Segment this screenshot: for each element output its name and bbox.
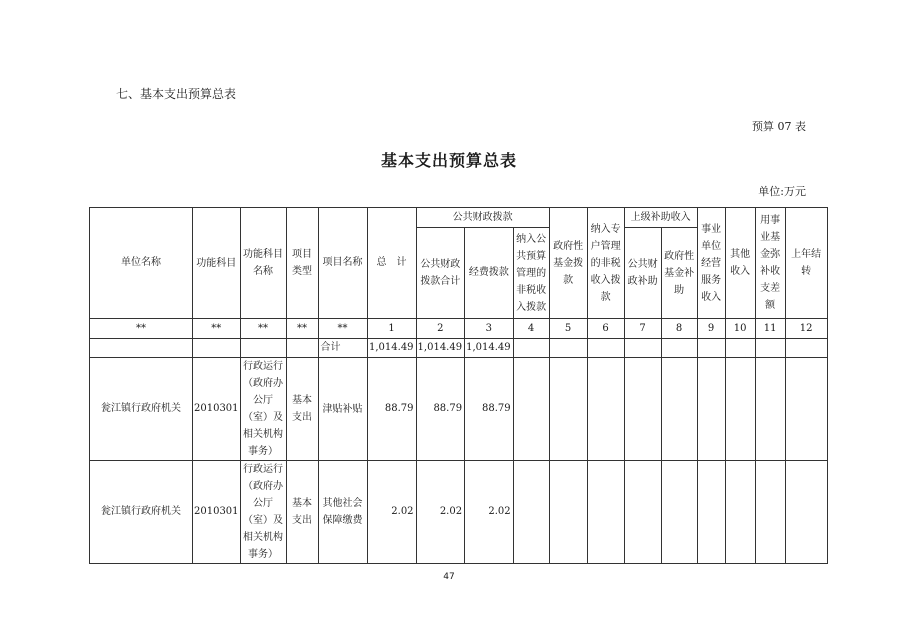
header-superior-subsidy: 上级补助收入 [624,208,697,228]
row-func-name: 行政运行（政府办公厅（室）及相关机构事务） [240,358,286,461]
header-funding: 经费拨款 [465,228,514,319]
row-func-code: 2010301 [193,461,241,564]
summary-label: 合计 [318,339,367,358]
index-cell: ** [286,319,318,339]
row-func-name: 行政运行（政府办公厅（室）及相关机构事务） [240,461,286,564]
header-gov-fund-subsidy: 政府性基金补助 [661,228,697,319]
row-total: 2.02 [367,461,416,564]
index-cell: 2 [416,319,465,339]
summary-total: 1,014.49 [367,339,416,358]
header-total: 总 计 [367,208,416,319]
row-funding: 88.79 [465,358,514,461]
index-cell: 10 [725,319,755,339]
index-cell: 8 [661,319,697,339]
row-project-type: 基本支出 [286,461,318,564]
index-cell: 12 [785,319,827,339]
index-cell: 3 [465,319,514,339]
header-project-name: 项目名称 [318,208,367,319]
row-funding: 2.02 [465,461,514,564]
index-cell: 1 [367,319,416,339]
row-project-name: 其他社会保障缴费 [318,461,367,564]
row-public-total: 2.02 [416,461,465,564]
document-title: 基本支出预算总表 [380,151,517,170]
header-project-type: 项目类型 [286,208,318,319]
budget-table [89,207,828,564]
header-carryover: 上年结转 [785,208,827,319]
header-public-finance: 公共财政拨款 [416,208,549,228]
row-unit-name: 瓮江镇行政府机关 [90,358,193,461]
header-other-income: 其他收入 [725,208,755,319]
table-row [90,461,828,564]
unit-label: 单位:万元 [758,185,806,198]
row-project-type: 基本支出 [286,358,318,461]
section-heading: 七、基本支出预算总表 [116,87,237,101]
header-business-income: 事业单位经营服务收入 [697,208,725,319]
index-cell: 6 [587,319,624,339]
index-cell: ** [240,319,286,339]
header-func-name: 功能科目名称 [240,208,286,319]
summary-row [90,339,828,358]
summary-public-total: 1,014.49 [416,339,465,358]
header-func-code: 功能科目 [193,208,241,319]
index-cell: 11 [755,319,785,339]
index-cell: ** [193,319,241,339]
header-special-mgmt: 纳入专户管理的非税收入拨款 [587,208,624,319]
row-unit-name: 瓮江镇行政府机关 [90,461,193,564]
header-public-finance-total: 公共财政拨款合计 [416,228,465,319]
header-unit-name: 单位名称 [90,208,193,319]
table-row [90,358,828,461]
index-cell: ** [90,319,193,339]
header-budget-mgmt: 纳入公共预算管理的非税收入拨款 [513,228,549,319]
index-cell: 4 [513,319,549,339]
summary-funding: 1,014.49 [465,339,514,358]
index-cell: 7 [624,319,661,339]
index-cell: 9 [697,319,725,339]
header-public-finance-subsidy: 公共财政补助 [624,228,661,319]
header-fund-deficit: 用事业基金弥补收支差额 [755,208,785,319]
table-code: 预算 07 表 [752,120,806,133]
row-public-total: 88.79 [416,358,465,461]
index-cell: ** [318,319,367,339]
row-project-name: 津贴补贴 [318,358,367,461]
page-number: 47 [443,572,455,582]
row-total: 88.79 [367,358,416,461]
index-cell: 5 [549,319,587,339]
header-gov-fund: 政府性基金拨款 [549,208,587,319]
row-func-code: 2010301 [193,358,241,461]
index-row [90,319,828,339]
